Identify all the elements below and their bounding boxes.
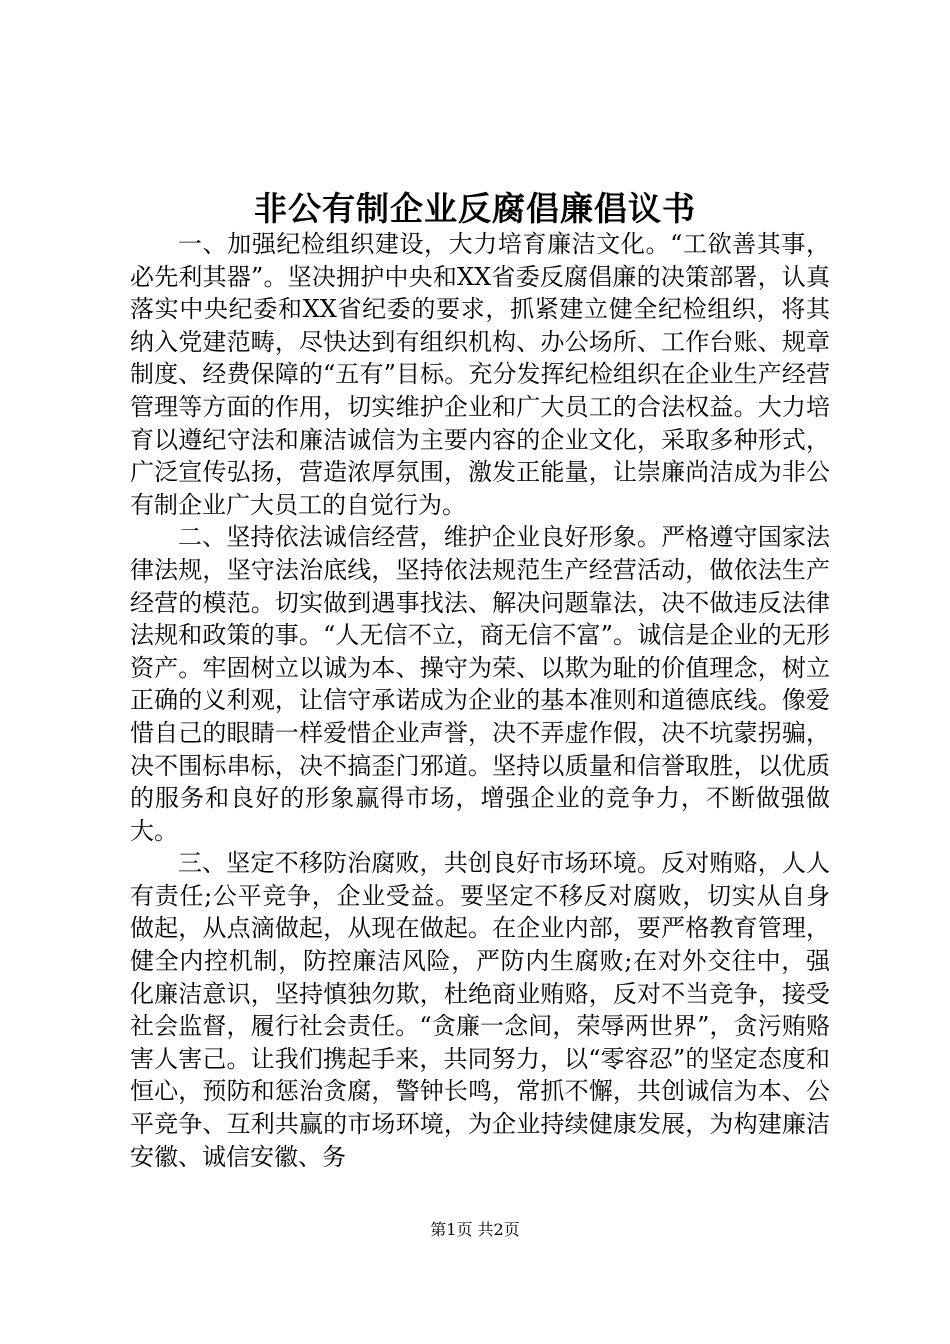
document-body — [130, 228, 830, 1173]
page-number-footer: 第1页 共2页 — [430, 1220, 520, 1239]
paragraph-1: 一、加强纪检组织建设，大力培育廉洁文化。“工欲善其事，必先利其器”。坚决拥护中央和XX省委反腐倡廉的决策部署，认真落实中央纪委和XX省纪委的要求，抓紧建立健全纪检组织，将其纳入党建范畴，尽快达到有组织机构、办公场所、工作台账、规章制度、经费保障的“五有”目标。充分发挥纪检组织在企业生产经营管理等方面的作用，切实维护企业和广大员工的合法权益。大力培育以遵纪守法和廉洁诚信为主要内容的企业文化，采取多种形式，广泛宣传弘扬，营造浓厚氛围，激发正能量，让崇廉尚洁成为非公有制企业广大员工的自觉行为。 — [130, 230, 830, 519]
paragraph-2: 二、坚持依法诚信经营，维护企业良好形象。严格遵守国家法律法规，坚守法治底线，坚持依法规范生产经营活动，做依法生产经营的模范。切实做到遇事找法、解决问题靠法，决不做违反法律法规和政策的事。“人无信不立，商无信不富”。诚信是企业的无形资产。牢固树立以诚为本、操守为荣、以欺为耻的价值理念，树立正确的义利观，让信守承诺成为企业的基本准则和道德底线。像爱惜自己的眼睛一样爱惜企业声誉，决不弄虚作假，决不坑蒙拐骗，决不围标串标，决不搞歪门邪道。坚持以质量和信誉取胜，以优质的服务和良好的形象赢得市场，增强企业的竞争力，不断做强做大。 — [130, 523, 830, 845]
paragraph-3: 三、坚定不移防治腐败，共创良好市场环境。反对贿赂，人人有责任;公平竞争，企业受益。要坚定不移反对腐败，切实从自身做起，从点滴做起，从现在做起。在企业内部，要严格教育管理，健全内控机制，防控廉洁风险，严防内生腐败;在对外交往中，强化廉洁意识，坚持慎独勿欺，杜绝商业贿赂，反对不当竞争，接受社会监督，履行社会责任。“贪廉一念间，荣辱两世界”，贪污贿赂害人害己。让我们携起手来，共同努力，以“零容忍”的坚定态度和恒心，预防和惩治贪腐，警钟长鸣，常抓不懈，共创诚信为本、公平竞争、互利共赢的市场环境，为企业持续健康发展，为构建廉洁安徽、诚信安徽、务 — [130, 849, 830, 1171]
document-title: 非公有制企业反腐倡廉倡议书 — [254, 189, 696, 228]
